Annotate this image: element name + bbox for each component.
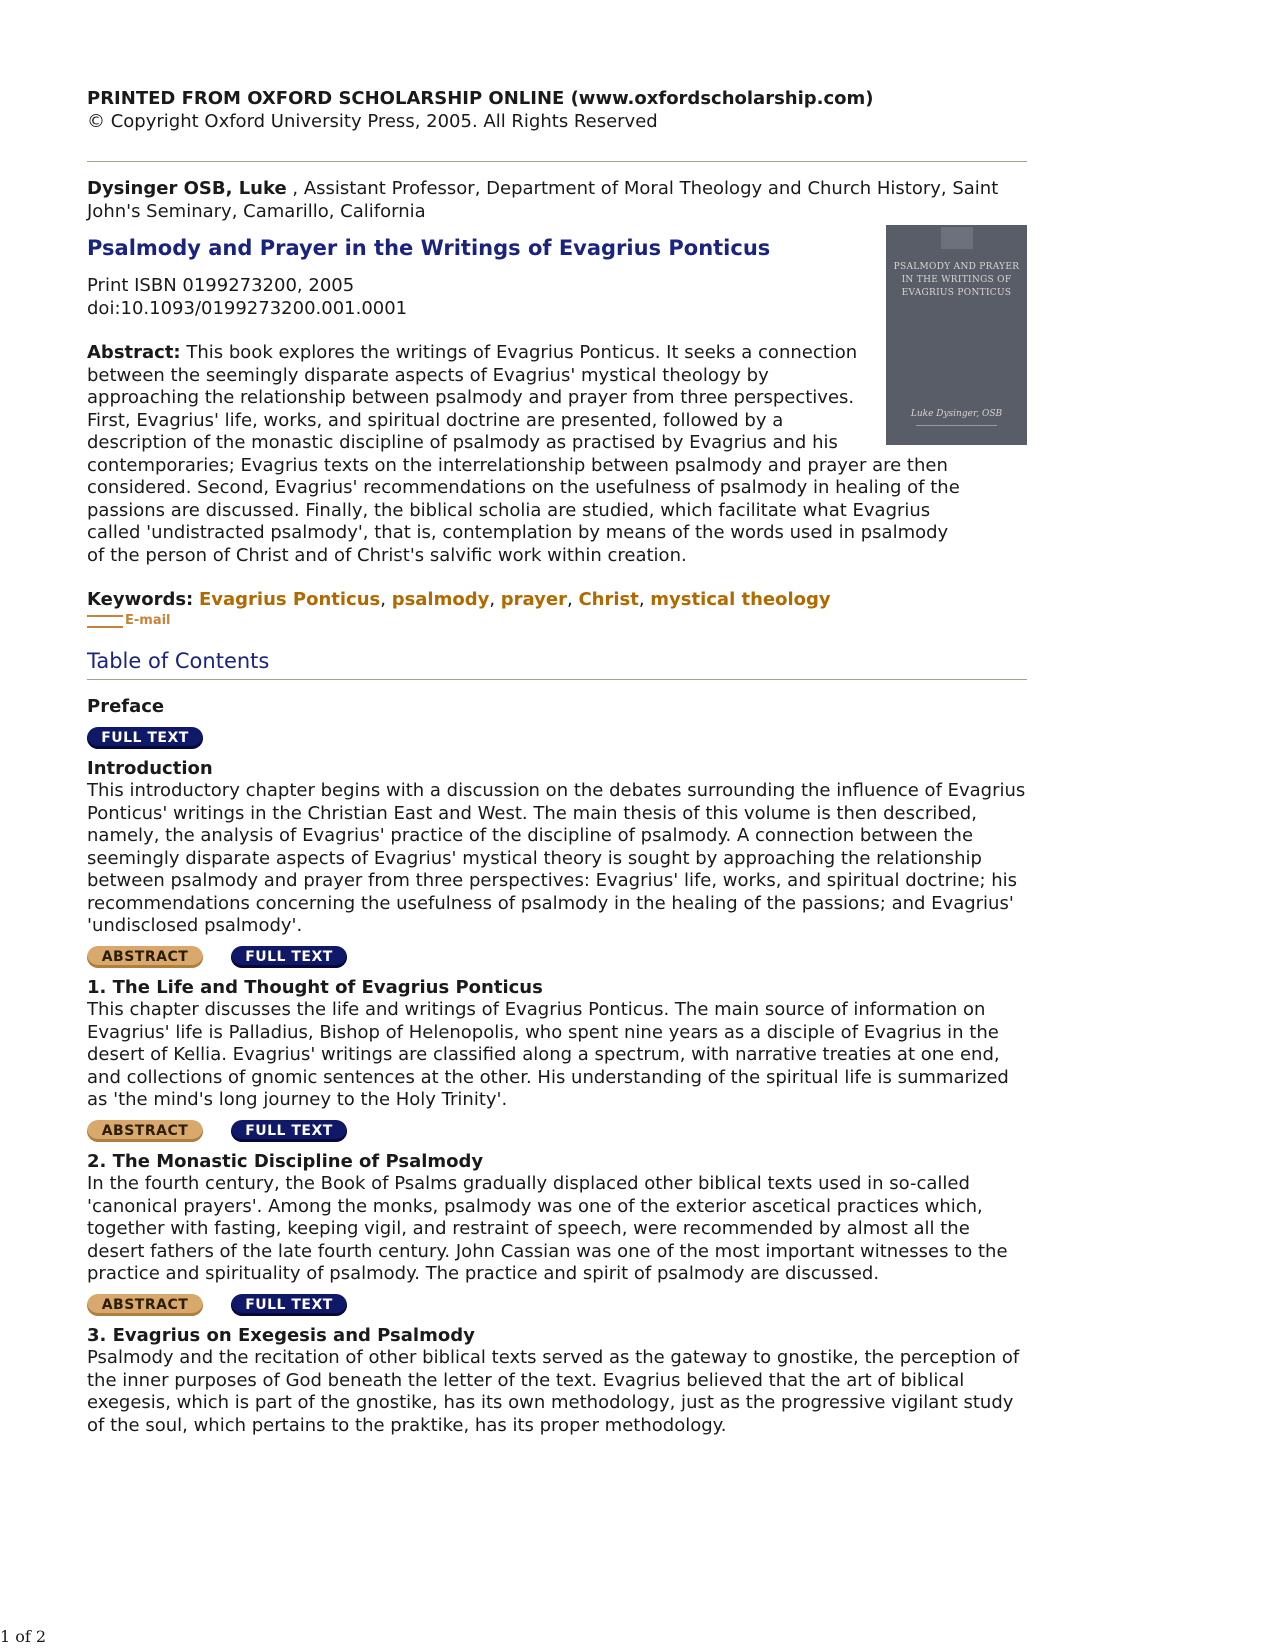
chapter-buttons — [87, 945, 1027, 969]
chapter-summary: In the fourth century, the Book of Psalms gradually displaced other biblical texts used in so-called 'canonical prayers'. Among the monks, psalmody was one of the exterior ascetical practices which, together with fasting, keeping vigil, and restraint of speech, were recommended by almost all the desert fathers of the late fourth century. John Cassian was one of the most important witnesses to the practice and spirituality of psalmody. The practice and spirit of psalmody are discussed. — [87, 1173, 1008, 1284]
keyword-link[interactable]: prayer — [500, 589, 567, 610]
abstract-button[interactable]: ABSTRACT — [87, 946, 203, 968]
chapter-title: Introduction — [87, 757, 213, 779]
chapter-title: 3. Evagrius on Exegesis and Psalmody — [87, 1324, 475, 1346]
cover-title: PSALMODY AND PRAYER IN THE WRITINGS OF EVAGRIUS PONTICUS — [893, 262, 1020, 298]
keywords — [87, 589, 1027, 612]
abstract-label: Abstract: — [87, 342, 181, 363]
cover-series-rule — [916, 425, 997, 429]
divider — [87, 679, 1027, 680]
chapter-buttons — [87, 1119, 1027, 1143]
abstract-button[interactable]: ABSTRACT — [87, 1120, 203, 1142]
book-title: Psalmody and Prayer in the Writings of Evagrius Ponticus — [87, 236, 771, 260]
keyword-link[interactable]: psalmody — [391, 589, 490, 610]
book-doi: doi:10.1093/0199273200.001.0001 — [87, 297, 408, 319]
chapter-title: Preface — [87, 696, 165, 717]
toc-title: Table of Contents — [87, 649, 270, 673]
oxford-logo-icon — [941, 227, 973, 249]
keyword-link[interactable]: Christ — [578, 589, 639, 610]
author-affiliation: , Assistant Professor, Department of Moral Theology and Church History, Saint John's Seminary, Camarillo, California — [87, 178, 999, 222]
chapter-buttons — [87, 1293, 1027, 1317]
keyword-separator: , — [638, 589, 651, 610]
book-cover-image — [886, 225, 1027, 445]
chapter-summary: This chapter discusses the life and writings of Evagrius Ponticus. The main source of information on Evagrius' life is Palladius, Bishop of Helenopolis, who spent nine years as a disciple of Evagrius in the desert of Kellia. Evagrius' writings are classified along a spectrum, with narrative treaties at one end, and collections of gnomic sentences at the other. His understanding of the spiritual life is summarized as 'the mind's long journey to the Holy Trinity'. — [87, 999, 1009, 1110]
keywords-label: Keywords: — [87, 589, 194, 610]
book-isbn: Print ISBN 0199273200, 2005 — [87, 275, 355, 296]
full-text-button[interactable]: FULL TEXT — [231, 1294, 347, 1316]
abstract-button[interactable]: ABSTRACT — [87, 1294, 203, 1316]
chapter-title: 1. The Life and Thought of Evagrius Ponticus — [87, 976, 543, 998]
divider — [87, 161, 1027, 162]
full-text-button[interactable]: FULL TEXT — [87, 727, 203, 749]
cover-author: Luke Dysinger, OSB — [910, 409, 1003, 419]
keyword-separator: , — [380, 589, 392, 610]
author-name: Dysinger OSB, Luke — [87, 178, 287, 199]
book-section — [87, 235, 1027, 567]
chapter-summary: This introductory chapter begins with a discussion on the debates surrounding the influence of Evagrius Ponticus' writings in the Christian East and West. The main thesis of this volume is then described, namely, the analysis of Evagrius' practice of the discipline of psalmody. A connection between the seemingly disparate aspects of Evagrius' mystical theory is sought by approaching the relationship between psalmody and prayer from three perspectives: Evagrius' life, works, and spiritual doctrine; his recommendations concerning the usefulness of psalmody in the healing of the passions; and Evagrius' 'undisclosed psalmody'. — [87, 780, 1026, 936]
email-envelope-icon — [87, 615, 123, 628]
chapter-buttons — [87, 726, 1027, 750]
page-indicator: 1 of 2 — [0, 1627, 47, 1646]
chapter-summary: Psalmody and the recitation of other biblical texts served as the gateway to gnostike, the perception of the inner purposes of God beneath the letter of the text. Evagrius believed that the art of biblical exegesis, which is part of the gnostike, has its own methodology, just as the progressive vigilant study of the soul, which pertains to the praktike, has its proper methodology. — [87, 1347, 1020, 1436]
email-label: E-mail — [125, 613, 171, 628]
source-line: PRINTED FROM OXFORD SCHOLARSHIP ONLINE (www.oxfordscholarship.com) — [87, 88, 874, 109]
abstract-text: This book explores the writings of Evagrius Ponticus. It seeks a connection between the seemingly disparate aspects of Evagrius' mystical theology by approaching the relationship between psalmody and prayer from three perspectives. First, Evagrius' life, works, and spiritual doctrine are presented, followed by a description of the monastic discipline of psalmody as practised by Evagrius and his contemporaries; Evagrius texts on the interrelationship between psalmody and prayer are then considered. Second, Evagrius' recommendations on the usefulness of psalmody in healing of the passions are discussed. Finally, the biblical scholia are studied, which facilitate what Evagrius called 'undistracted psalmody', that is, contemplation by means of the words used in psalmody of the person of Christ and of Christ's salvific work within creation. — [87, 342, 960, 566]
full-text-button[interactable]: FULL TEXT — [231, 946, 347, 968]
email-link[interactable] — [87, 612, 1027, 635]
keyword-separator: , — [566, 589, 579, 610]
keyword-link[interactable]: Evagrius Ponticus — [198, 589, 381, 610]
chapter-title: 2. The Monastic Discipline of Psalmody — [87, 1150, 484, 1172]
copyright-line: © Copyright Oxford University Press, 2005. All Rights Reserved — [87, 110, 658, 132]
abstract — [87, 342, 967, 567]
author-block — [87, 178, 1027, 223]
document-page — [87, 88, 1027, 1437]
full-text-button[interactable]: FULL TEXT — [231, 1120, 347, 1142]
keyword-separator: , — [489, 589, 501, 610]
keyword-link[interactable]: mystical theology — [650, 589, 831, 610]
